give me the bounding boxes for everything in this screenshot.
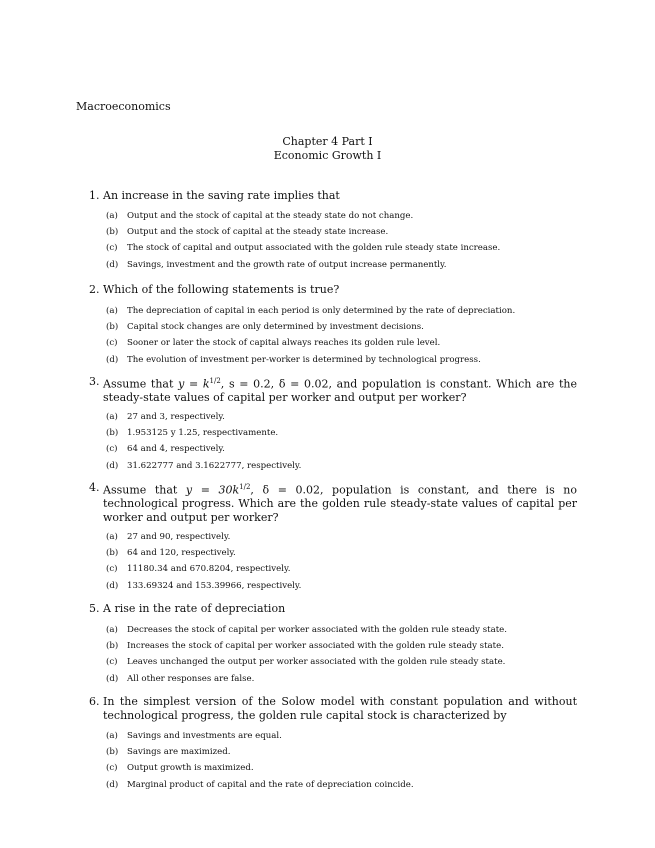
option-c: (c) Leaves unchanged the output per worker associated with the golden rule steady state. <box>106 657 506 668</box>
option-a: (a) Output and the stock of capital at the steady state do not change. <box>106 211 414 221</box>
question-number: 3. <box>89 375 100 388</box>
option-c: (c) Output growth is maximized. <box>106 763 254 774</box>
question-2 <box>89 283 577 297</box>
question-number: 4. <box>89 481 100 494</box>
question-3 <box>89 375 577 405</box>
question-2-options <box>106 303 576 368</box>
option-b: (b) 64 and 120, respectively. <box>106 548 236 559</box>
question-4 <box>89 481 577 524</box>
option-b: (b) Capital stock changes are only determined by investment decisions. <box>106 322 424 333</box>
option-c: (c) Sooner or later the stock of capital always reaches its golden rule level. <box>106 338 441 349</box>
chapter-title: Chapter 4 Part I <box>282 135 373 148</box>
question-3-options <box>106 409 576 474</box>
option-d: (d) Savings, investment and the growth rate of output increase permanently. <box>106 259 447 270</box>
question-6-options <box>106 728 576 793</box>
question-stem: In the simplest version of the Solow model with constant population and without technological progress, the golden rule capital stock is characterized by <box>103 695 577 722</box>
question-stem: Assume that $y = k^{1/2}$, s = 0.2, δ = 0.02, and population is constant. Which are the steady-state values of capital per worker and output per worker? <box>103 377 577 405</box>
option-a: (a) Decreases the stock of capital per worker associated with the golden rule steady state. <box>106 625 507 635</box>
document-title-block <box>0 135 655 163</box>
question-1-options <box>106 208 576 273</box>
question-4-options <box>106 529 576 594</box>
option-c: (c) The stock of capital and output associated with the golden rule steady state increase. <box>106 243 501 254</box>
option-d: (d) The evolution of investment per-worker is determined by technological progress. <box>106 354 481 365</box>
option-b: (b) Savings are maximized. <box>106 747 231 758</box>
question-number: 5. <box>89 602 100 615</box>
question-1 <box>89 189 577 203</box>
question-6 <box>89 695 577 722</box>
formula: y = 30k <box>185 483 240 497</box>
option-d: (d) 31.622777 and 3.1622777, respectively. <box>106 460 302 471</box>
question-number: 1. <box>89 189 100 202</box>
page-header: Macroeconomics <box>76 100 171 113</box>
option-c: (c) 64 and 4, respectively. <box>106 444 225 455</box>
option-b: (b) Increases the stock of capital per worker associated with the golden rule steady state. <box>106 641 504 652</box>
option-d: (d) 133.69324 and 153.39966, respectively. <box>106 580 302 591</box>
option-a: (a) 27 and 3, respectively. <box>106 412 225 422</box>
option-d: (d) Marginal product of capital and the rate of depreciation coincide. <box>106 779 414 790</box>
question-5 <box>89 602 577 616</box>
chapter-subtitle: Economic Growth I <box>273 149 382 162</box>
question-stem: Assume that $y = 30k^{1/2}$, δ = 0.02, population is constant, and there is no technological progress. Which are the golden rule steady-state values of capital per worker and output per worker? <box>103 483 577 524</box>
question-5-options <box>106 622 576 687</box>
option-c: (c) 11180.34 and 670.8204, respectively. <box>106 564 291 575</box>
formula: y = k <box>178 377 210 391</box>
question-number: 6. <box>89 695 100 708</box>
question-stem: A rise in the rate of depreciation <box>103 602 286 615</box>
option-b: (b) 1.953125 y 1.25, respectivamente. <box>106 428 279 439</box>
option-a: (a) Savings and investments are equal. <box>106 731 282 741</box>
option-a: (a) 27 and 90, respectively. <box>106 532 231 542</box>
question-stem: Which of the following statements is true? <box>103 283 340 296</box>
question-stem: An increase in the saving rate implies that <box>103 189 340 202</box>
option-b: (b) Output and the stock of capital at the steady state increase. <box>106 227 389 238</box>
option-d: (d) All other responses are false. <box>106 673 255 684</box>
question-number: 2. <box>89 283 100 296</box>
option-a: (a) The depreciation of capital in each period is only determined by the rate of depreciation. <box>106 306 516 316</box>
